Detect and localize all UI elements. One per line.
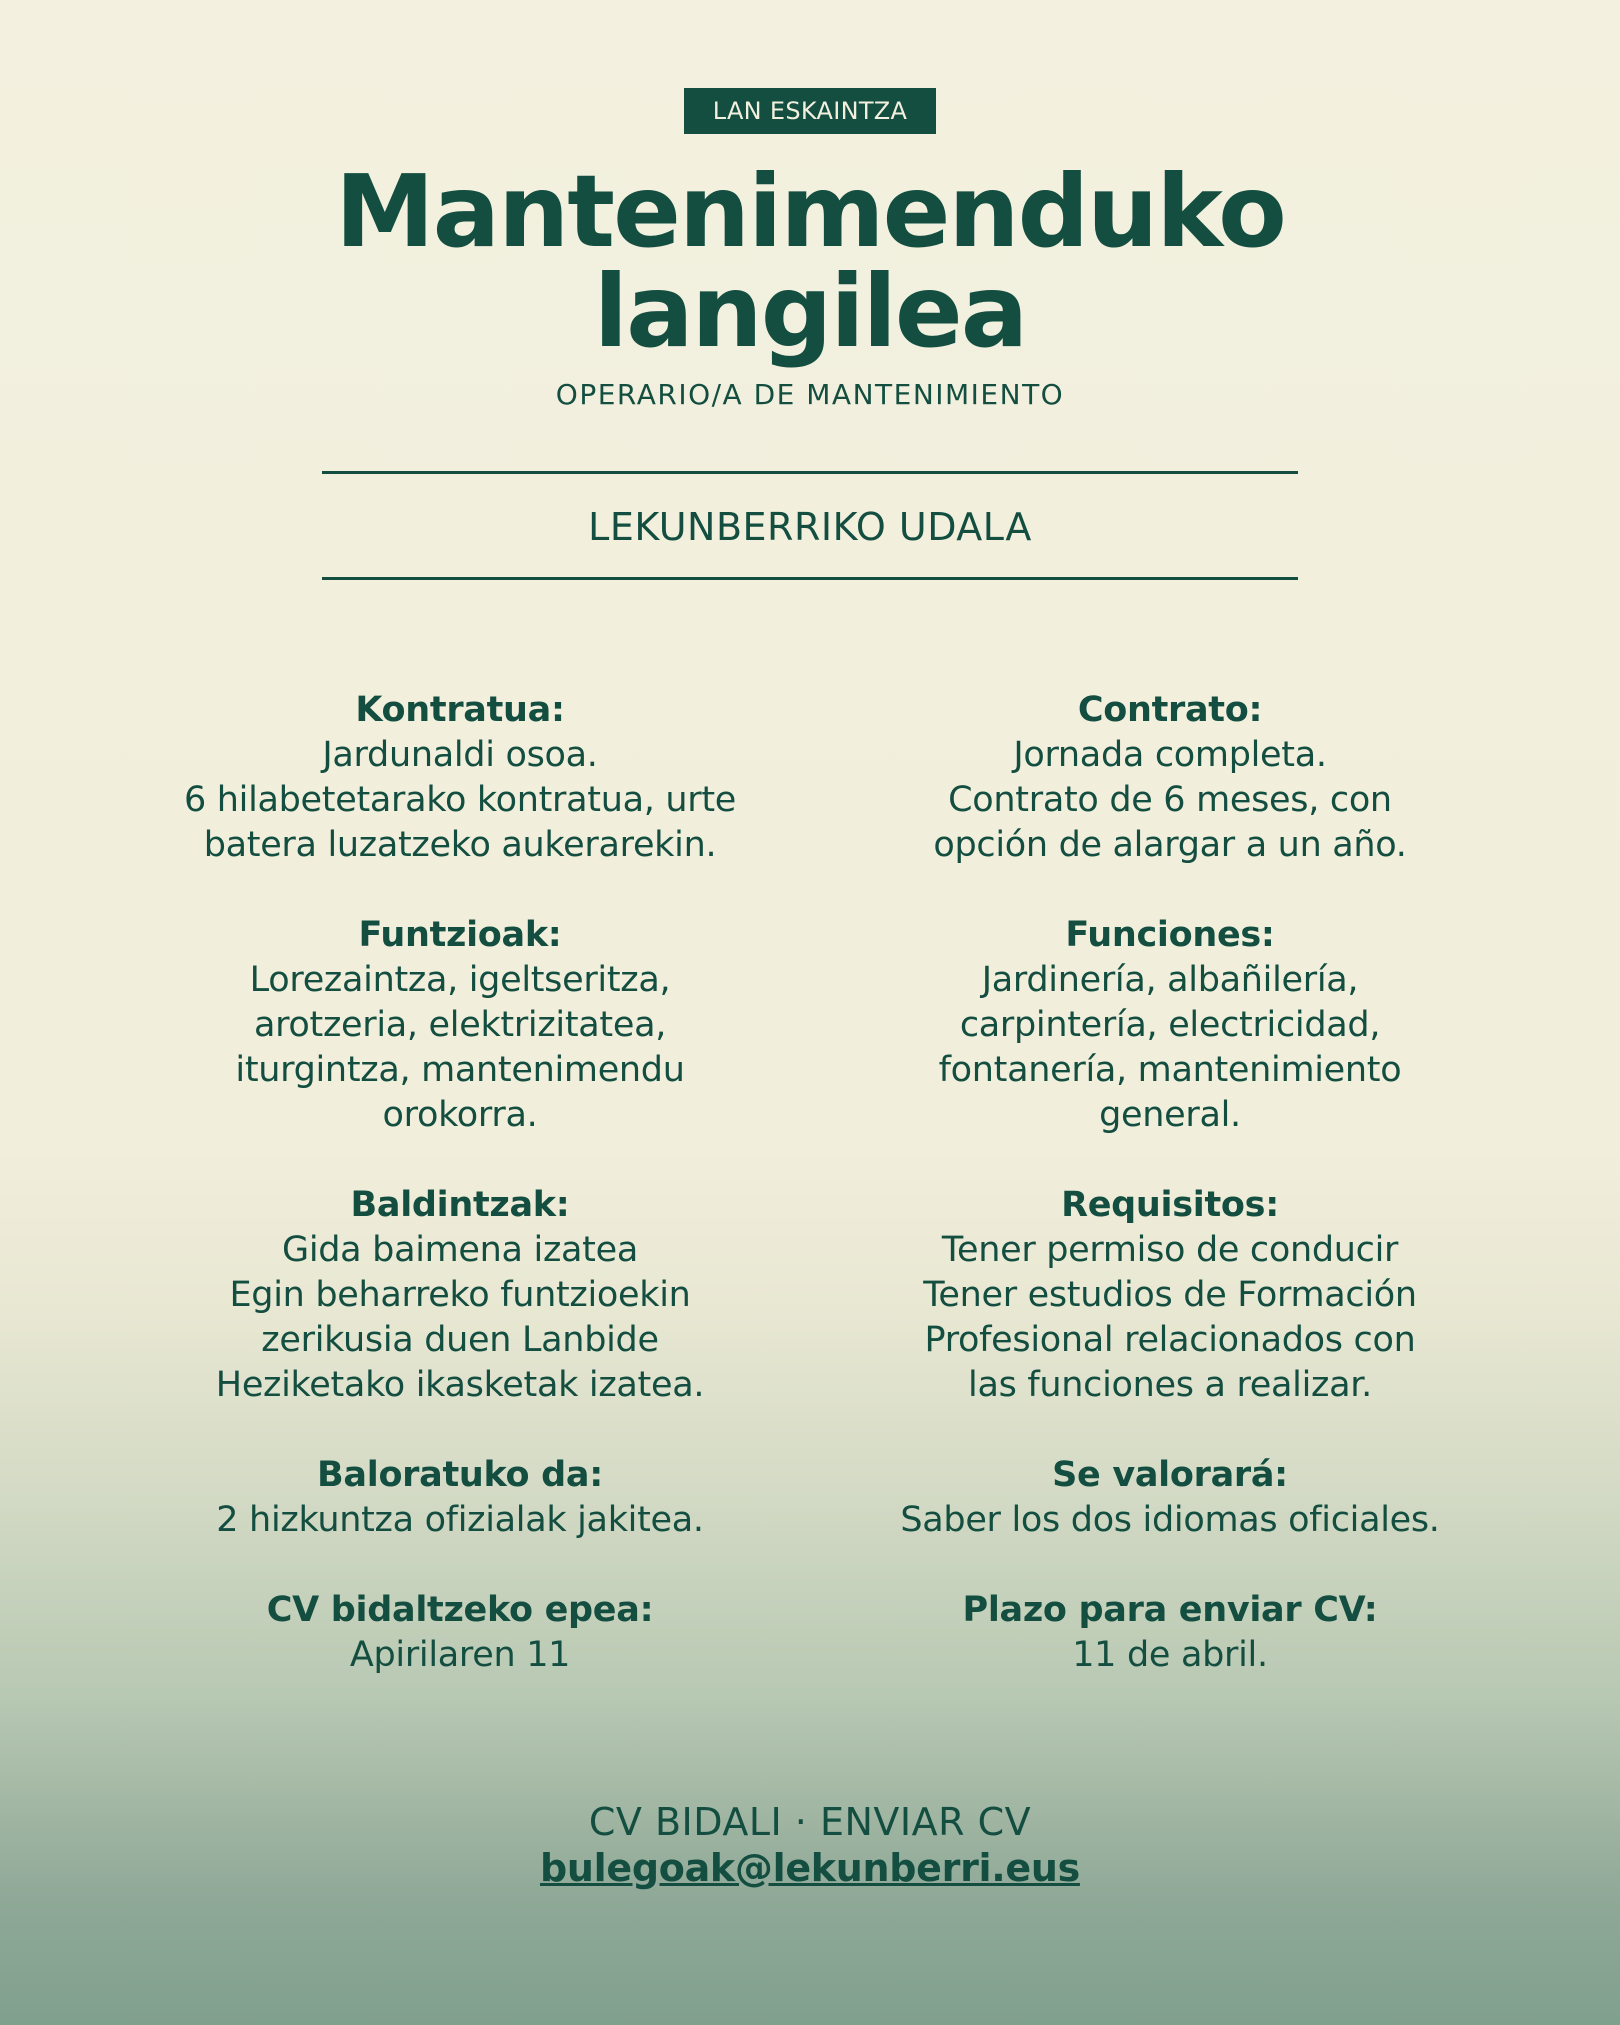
section-heading: Funtzioak: [358, 915, 562, 955]
section-line: Saber los dos idiomas oficiales. [900, 1500, 1440, 1540]
section-line: Heziketako ikasketak izatea. [215, 1365, 705, 1405]
section-line: zerikusia duen Lanbide [261, 1320, 659, 1360]
requirements-section-es [830, 1183, 1510, 1453]
section-line: iturgintza, mantenimendu [235, 1050, 685, 1090]
functions-section-es [830, 913, 1510, 1183]
page-title-line-1: Mantenimenduko [335, 153, 1285, 270]
section-line: carpintería, electricidad, [959, 1005, 1381, 1045]
divider-top [322, 471, 1298, 474]
section-line: arotzeria, elektrizitatea, [253, 1005, 667, 1045]
requirements-section-eu [130, 1183, 790, 1453]
section-heading: Kontratua: [355, 690, 565, 730]
section-line: Egin beharreko funtzioekin [229, 1275, 691, 1315]
section-line: 11 de abril. [1072, 1635, 1268, 1675]
deadline-section-eu [130, 1588, 790, 1678]
section-line: Tener permiso de conducir [941, 1230, 1399, 1270]
section-line: Jornada completa. [1013, 735, 1327, 775]
section-heading: Se valorará: [1052, 1455, 1288, 1495]
page-subtitle: OPERARIO/A DE MANTENIMIENTO [555, 378, 1065, 411]
section-line: Contrato de 6 meses, con [948, 780, 1392, 820]
section-line: 6 hilabetetarako kontratua, urte [183, 780, 737, 820]
section-line: Gida baimena izatea [282, 1230, 638, 1270]
basque-column [130, 688, 790, 1678]
section-heading: CV bidaltzeko epea: [266, 1590, 654, 1630]
section-line: orokorra. [382, 1095, 538, 1135]
section-line: Lorezaintza, igeltseritza, [249, 960, 671, 1000]
section-line: Profesional relacionados con [924, 1320, 1416, 1360]
section-line: Jardunaldi osoa. [322, 735, 598, 775]
deadline-section-es [830, 1588, 1510, 1678]
email-link[interactable]: bulegoak@lekunberri.eus [540, 1846, 1080, 1890]
section-heading: Baloratuko da: [317, 1455, 603, 1495]
section-line: Tener estudios de Formación [923, 1275, 1417, 1315]
contract-section-eu [130, 688, 790, 913]
page-title-line-2: langilea [593, 253, 1027, 370]
organization-name: LEKUNBERRIKO UDALA [588, 505, 1032, 549]
section-line: Apirilaren 11 [349, 1635, 571, 1675]
section-line: Jardinería, albañilería, [981, 960, 1359, 1000]
valued-section-eu [130, 1453, 790, 1588]
divider-bottom [322, 577, 1298, 580]
section-heading: Requisitos: [1061, 1185, 1279, 1225]
spanish-column [830, 688, 1510, 1678]
section-line: general. [1099, 1095, 1241, 1135]
section-heading: Baldintzak: [350, 1185, 570, 1225]
section-line: opción de alargar a un año. [933, 825, 1407, 865]
section-line: fontanería, mantenimiento [938, 1050, 1402, 1090]
section-heading: Contrato: [1077, 690, 1263, 730]
valued-section-es [830, 1453, 1510, 1588]
section-line: batera luzatzeko aukerarekin. [203, 825, 717, 865]
section-line: 2 hizkuntza ofizialak jakitea. [216, 1500, 704, 1540]
contract-section-es [830, 688, 1510, 913]
functions-section-eu [130, 913, 790, 1183]
send-cv-label: CV BIDALI · ENVIAR CV [588, 1800, 1032, 1844]
section-heading: Funciones: [1065, 915, 1275, 955]
section-heading: Plazo para enviar CV: [962, 1590, 1378, 1630]
job-offer-tag: LAN ESKAINTZA [684, 88, 936, 134]
section-line: las funciones a realizar. [968, 1365, 1372, 1405]
